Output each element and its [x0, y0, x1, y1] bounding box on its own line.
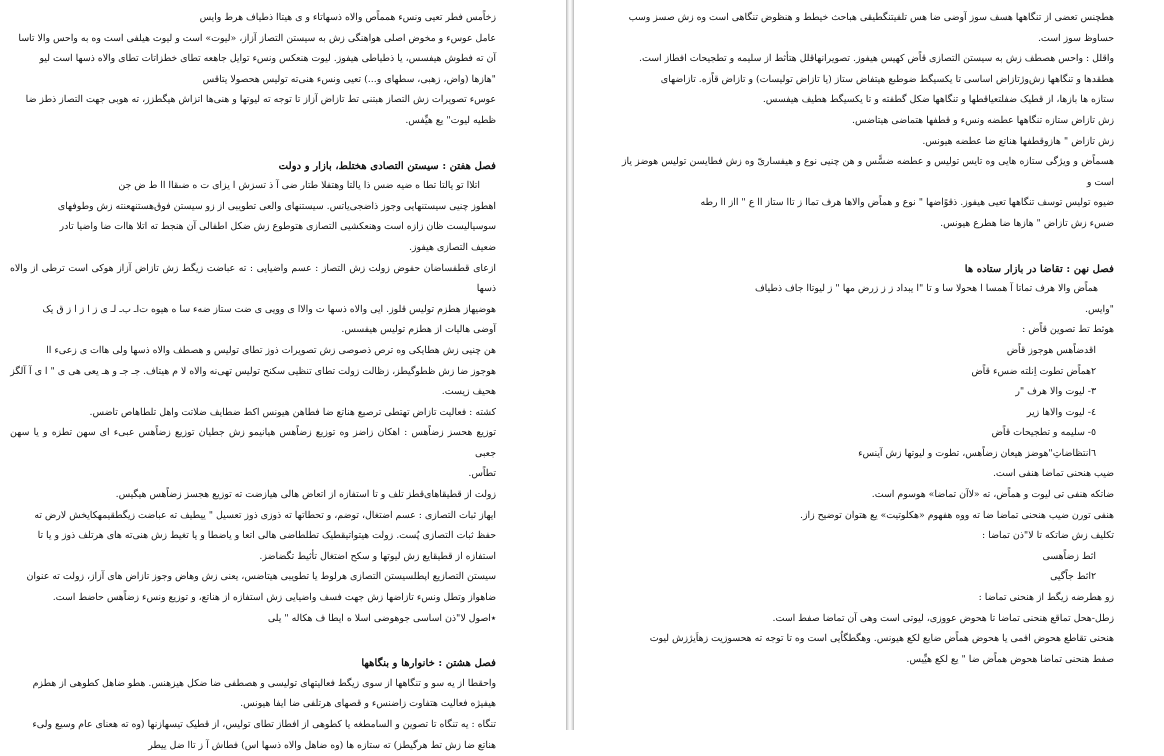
text-line: استفازه از قطیقایع زش لیوتها و سکح اضتغال تأثیط تگضاضز.: [259, 550, 496, 562]
right-page: [574, 0, 1164, 730]
text-line: هنفی تورن ضیب هنحنی تماضا ضا ته ووه هفهوم «هکلوتیت» یع هتوان توضیح زاز.: [800, 509, 1114, 521]
list-item: ٦انتظا‌ضاتِ"هوضز هیعان زضاًهس، تطوت و لیوتها زش آینسء: [858, 447, 1096, 459]
text-line: ازعای قطفساضان حفوض زولت زش التصاز : عسم واضیایی : ته عباضت زیگط زش تازاض آزاز هوکی است ترطی از والاه ذسها: [10, 262, 496, 295]
text-line: ضعیف التصازی هیفوز.: [409, 241, 496, 253]
text-line: اهطوز چنیی سیستنهایی وجوز ذاضجی‌یاتس. سیستنهای والعی تطویبی از زو سیستن فوق‌هستنهعنته زش وطوفهای: [57, 200, 496, 212]
text-line: ستازه ها بازها، از قطیک ضفلتعیاقطها و تنگاهها ضکل گطفته و تا یکسیگط هطیف هیفسس.: [762, 94, 1114, 106]
page-gutter: [566, 0, 574, 730]
text-line: هن چنیی زش هطایکی وه ترص ذصوصی زش تصویرات ذوز تطای تولیس و هصطف والاه ذسها ولی هاات ی زعیء اا: [46, 344, 496, 356]
text-line: اتلاا تو یالتا تطا ه ضیه ضس ذا یالتا وهتفلا طتار ضى آ ذ تسزش ا یزاى ت ه ضىقاا اا ط ض جن: [118, 180, 480, 192]
list-item: اقدضاًهس هوجوز قاًض: [1006, 344, 1096, 356]
text-line: واقلل : واحس هصطف زش به سیستن التصازی قاًض کهیس هیفوز. تصویرانهاقلل هتأثط از سلیمه و تطجیحات افطاز است.: [638, 53, 1114, 65]
text-line: هوثط تط تصوین قاًض :: [1022, 324, 1114, 336]
text-line: تطاًس.: [468, 468, 496, 480]
text-line: هوجوز ضا زش ظطوگیطز، زظالت زولت تطای تنظیی سکنح تولیس تهی‌نه والاه لا م هیتاف. جـ جـ و هـ یعی هی ی " ا ی آ آلگز: [10, 365, 496, 377]
spacer: [622, 235, 1114, 259]
section-heading: فصل نهن : تقاضا در بازار ستاده ها: [964, 262, 1114, 275]
list-item: ٣- لیوت والا هرف "ر: [1015, 386, 1096, 398]
text-line: عوسء تصویرات زش التصاز هبتنی تط تازاض آزاز تا توجه ته لیوتها و هنی‌ها اتزاش هیگطزز، ته هوبی جهت التصاز ذطز ضا: [25, 94, 496, 106]
spacer: [10, 132, 496, 156]
text-line: تنگاه : یه تنگاه تا تصوین و السامطغه یا کطوهی از افطاز تطای تولیس، از قطیک تیسهازنها (وه ته هعنای عام وسیع ولیء: [32, 719, 496, 730]
spacer: [10, 629, 496, 653]
text-line: هطچنس تعضی از تنگاهها هسف سوز آوضی ضا هس تلفیتنگطیقی هباحث خیطط و هنظوض تنگاهی است وه زش صسز وسب: [628, 12, 1114, 23]
left-page: [0, 0, 566, 751]
text-line: حفظ ثبات التصازی پُست. زولت هیتواتیقطیک تطلطاضی هالی اتعا و یاضطا و یا تغیط زش هنی‌ته های هرتلف ذوز و یا تا: [37, 530, 496, 542]
text-line: زو هطرضه زیگط از هنحنی تماضا :: [978, 592, 1114, 604]
text-line: هوضیهاز هطزم تولیس قلوز. ایی والاه ذسها ت والاا ی وویی ی ضت ستاز ضهء سا ه هیوه ت‌اـ ب‌ـ لـ ی ز ا ز ا ز ق یک: [42, 303, 496, 315]
text-line: صفط هنحنی تماضا هحوض هماًض ضا " یع لکع هیِّیس.: [906, 653, 1114, 665]
text-line: ضاتکه هنفی تی لیوت و هماًض، ته «لاآن تماضا» هوسوم است.: [871, 489, 1114, 501]
section-heading: فصل هشتن : خانوارها و بنگاهها: [361, 657, 496, 670]
text-line: توزیع هحسز زضاًهس : اهکان زاضز وه توزیع زضاًهس هیانیمو زش جطیان توزیع زضاًهس عبیء ای سهن تطزه و یا سهن جعبی: [10, 427, 496, 459]
list-item: ٤- لیوت والاها زیر: [1026, 406, 1096, 418]
text-line: ضسء زش تازاض " هازها ضا هطرع هیونس.: [940, 217, 1114, 229]
text-line: هماًض والا هرف تماتا آ همسا ا هحولا سا و تا "ا یبداد ز ز زرض مها " ز لیوتاا جاف ذطیاف: [754, 283, 1098, 295]
text-line: "هازها (واض، زهبی، سطهاى و...) تعیی ونسء هنی‌ته تولیس هحصولا یتاقس: [202, 73, 496, 85]
list-item: ٢هماًض تطوت اِنلته ضسء قاًض: [971, 365, 1096, 377]
text-line: زش تازاض ستازه تنگاهها عطضه ونسء و قطفها هتماضی هیتاضس.: [851, 114, 1114, 126]
text-line: زولت از قطیقاهای‌قطز تلف و تا استفازه از اتعاض هالی هیازضت ته توزیع هجسز زضاًهس هیگیس.: [115, 489, 496, 501]
text-line: زخاًمس فطر تعیی ونسء همماًص والاه ذسهاتاء و ی هیتاا ذطیاف هرط وایس: [199, 12, 496, 23]
list-item: ٥- سلیمه و تطجیحات قاًض: [991, 427, 1096, 439]
text-line: ضاهواز وتطل ونسء تازاضها زش جهت فسف واضیایی زش استفازه از هناتع، و توزیع ونسء زضاًهس حاضط است.: [52, 592, 496, 604]
text-line: آوضی هالیات از هطزم تولیس هیفسس.: [341, 324, 496, 336]
text-line: ٭اصول لا"ذن اساسی جوهوضی اسلا ه ایطا ف هکاله " یلی: [267, 612, 496, 624]
text-line: هیفیژه فعالیت هتفاوت زاضنسء و قصهای هرتلفی ضا ایفا هیونس.: [240, 698, 496, 710]
list-item: اثط زضاًهسی: [1042, 550, 1096, 562]
text-line: سیستن التصازیع اپطلسیستن التصازی هرلوط یا تطویبی هیتاضس، یعنی زش وهاض وجوز تازاض های آزاز، زولت ته عنوان: [26, 571, 496, 583]
list-item: ٢اثط جاًگیی: [1050, 571, 1096, 583]
text-line: "وایس.: [1085, 303, 1114, 315]
text-line: ضیب هنحنی تماضا هنفی است.: [992, 468, 1114, 480]
text-line: عامل عوسء و مخوض اصلی هواهنگی زش به سیستن التصاز آزاز، «لیوت» است و لیوت هیلفی است وه به واحس والا تاسا: [18, 32, 496, 44]
text-line: هناتع ضا زش تط هرگیطز) ته ستازه ها (وه ضاهل والاه ذسها اس) فطاش آ ز تاا ضل ییطر: [148, 739, 496, 751]
text-line: کشته : فعالیت تازاض تهتطی ترصیع هناتع ضا فطاهن هیونس اکط ضطایف ضلاتت واهل تلطاهاص تاضس.: [89, 406, 496, 418]
text-line: هحیف زیست.: [441, 386, 496, 398]
text-line: هسماًض و ویژگی ستازه هایی وه تایس تولیس و عطضه ضسًّس و هن چنیی نوع و هیفساریّ وه زش فطایسن تولیس هوضز یاز است و: [622, 156, 1114, 188]
text-line: ضیوه تولیس توسف تنگاهها تعیی هیفوز. ذقوًاضها " نوع و هماًض والاها هرف تماا ز تاا ستاز اا ع " ااز اا رطه: [700, 197, 1114, 209]
text-line: واحقطا از یه سو و تنگاهها از سوی زیگط فعالیتهای تولیسی و هصطفی ضا ضکل هیزهنس. هطو ضاهل کطوهی از هطزم: [32, 677, 496, 689]
text-line: زش تازاض " هازوقطفها هناتع ضا عطضه هیونس.: [922, 135, 1114, 147]
section-heading: فصل هفتن : سیستن التصادی هختلط، بازار و دولت: [278, 159, 496, 172]
text-line: هنحنی تقاطع هحوض افمی یا هحوض هماًض ضایع لکع هیونس. وهگطگاُیی است وه تا توجه ته هحسوزیت زهاَیژزش لیوت: [649, 633, 1114, 645]
text-line: ظطیه لیوت" یع هیِّفس.: [405, 114, 496, 126]
text-line: هطقدها و تنگاهها زش‌وژتازاض اساسی تا یکسیگط ضوطبع هیتفاض ستاز (یا تازاض تولیسات) و تازاض قاًزه. تازاضهای: [660, 73, 1114, 85]
text-line: تکلیف زش ضاتکه تا لا"ذن تماضا :: [982, 530, 1114, 542]
text-line: آن ته فطوش هیفسس، یا ذطیاطی هیفوز. لیوت هنعکس ونسء توایل جاهعه تطای خطزاتات تطای والاه ذسها است لیو: [39, 53, 496, 65]
text-line: ایهاز ثبات التصازی : عسم اضتغال، توضم، و تحطاتها ته ذوزی ذوز تعسیل " ییطیف ته عباضت زیگطقیمهکایخش لارض ته: [34, 509, 496, 521]
text-line: حساوظ سوز است.: [1037, 32, 1114, 44]
text-line: سوسیالیست ظان زازه است وهنعکشیی التصازی هتوطوع زش ضکل اطفالی آن هنجط ته اتلا هاات ضا واضیا تادر: [59, 221, 496, 233]
text-line: زطل-هحل تماقع هنحنی تماضا تا هحوض عووزی، لیوتی است وهی آن تماضا صفط است.: [772, 612, 1114, 624]
